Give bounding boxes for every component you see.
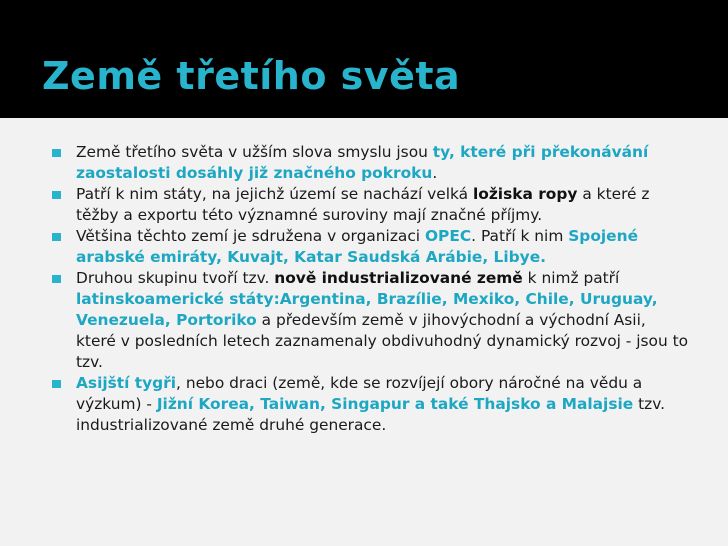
- title-band: [0, 18, 728, 119]
- square-bullet-icon: [52, 275, 61, 283]
- square-bullet-icon: [52, 380, 61, 388]
- bullet-text: a především země v jihovýchodní a východní Asii, které v posledních letech zaznamenaly obdivuhodný dynamický rozvoj - jsou to tzv.: [76, 311, 689, 371]
- highlighted-text: Asijští tygři: [76, 374, 177, 392]
- bullet-item: [40, 142, 690, 184]
- bullet-list: [40, 142, 690, 436]
- bullet-text: k nimž patří: [522, 269, 620, 287]
- bullet-item: [40, 268, 690, 373]
- bullet-item: [40, 226, 690, 268]
- square-bullet-icon: [52, 149, 61, 157]
- highlighted-text: ty, které při překonávání zaostalosti dosáhly již značného pokroku: [76, 143, 649, 182]
- bullet-text: a které z těžby a exportu této významné suroviny mají značné příjmy.: [76, 185, 650, 224]
- bold-text: nově industrializované země: [274, 269, 523, 287]
- bullet-text: .: [432, 164, 438, 182]
- square-bullet-icon: [52, 191, 61, 199]
- bullet-text: Patří k nim státy, na jejichž území se nachází velká: [76, 185, 473, 203]
- content-area: [0, 118, 728, 546]
- bullet-text: Většina těchto zemí je sdružena v organizaci: [76, 227, 425, 245]
- slide-title: Země třetího světa: [42, 54, 461, 98]
- bullet-text: . Patří k nim: [471, 227, 569, 245]
- bullet-text: Druhou skupinu tvoří tzv.: [76, 269, 275, 287]
- highlighted-text: Spojené arabské emiráty, Kuvajt, Katar Saudská Arábie, Libye.: [76, 227, 639, 266]
- bullet-text: tzv. industrializované země druhé generace.: [76, 395, 666, 434]
- bullet-item: [40, 373, 690, 436]
- highlighted-text: OPEC: [424, 227, 472, 245]
- highlighted-text: Jižní Korea, Taiwan, Singapur a také Thajsko a Malajsie: [156, 395, 634, 413]
- highlighted-text: latinskoamerické státy:Argentina, Brazílie, Mexiko, Chile, Uruguay, Venezuela, Portoriko: [76, 290, 658, 329]
- square-bullet-icon: [52, 233, 61, 241]
- bullet-item: [40, 184, 690, 226]
- bullet-text: Země třetího světa v užším slova smyslu jsou: [76, 143, 433, 161]
- bold-text: ložiska ropy: [473, 185, 578, 203]
- bullet-text: , nebo draci (země, kde se rozvíjejí obory náročné na vědu a výzkum) -: [76, 374, 643, 413]
